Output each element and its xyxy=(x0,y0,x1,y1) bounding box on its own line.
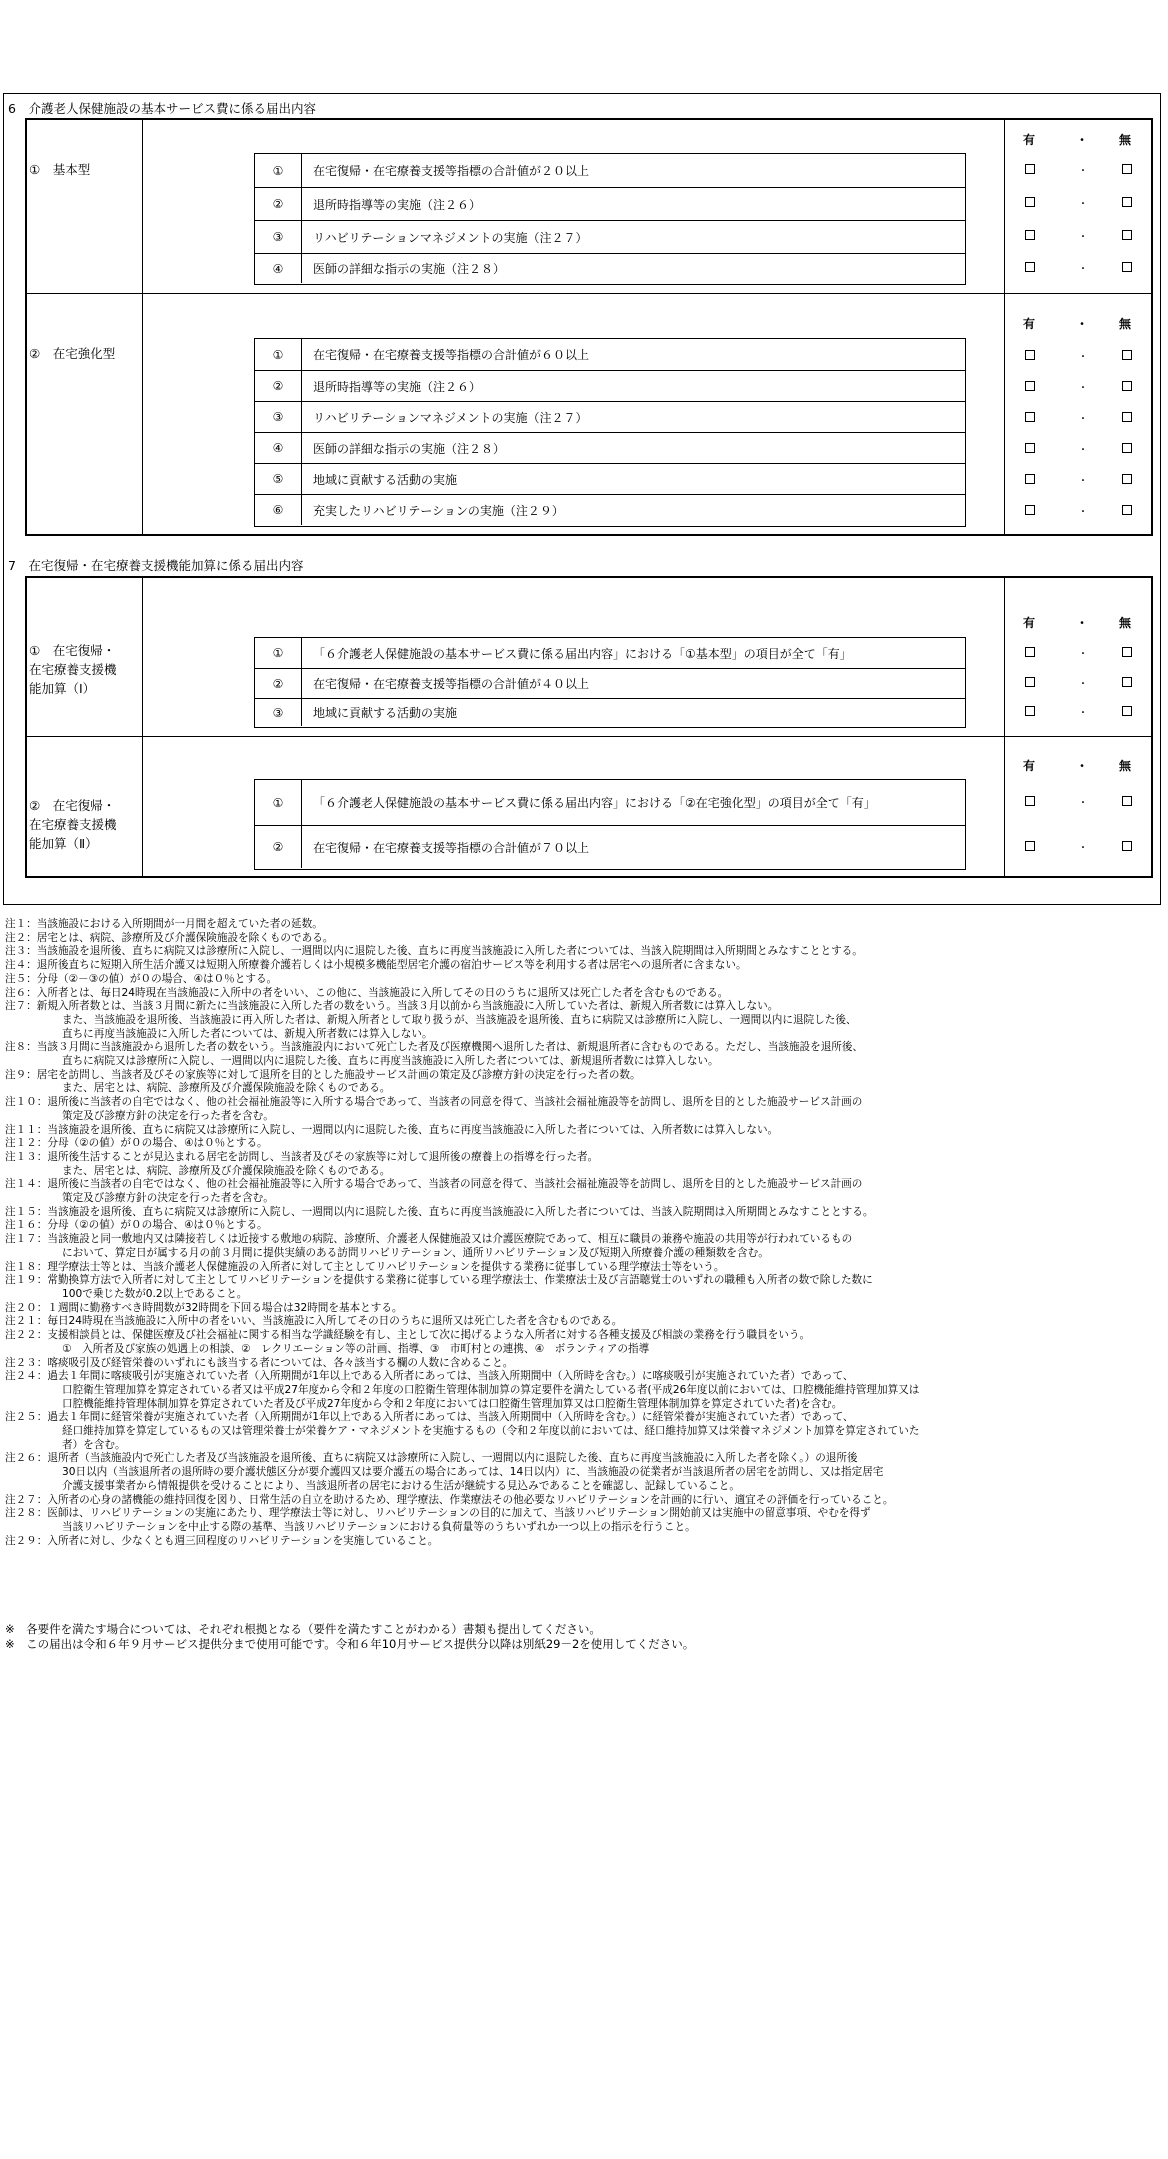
separator-dot: ・ xyxy=(1078,507,1088,518)
no-checkbox[interactable] xyxy=(1122,381,1132,391)
row-text: 退所時指導等の実施（注２６） xyxy=(313,197,482,212)
separator-dot: ・ xyxy=(1078,232,1088,243)
dot-header: ・ xyxy=(1076,317,1089,331)
yes-checkbox[interactable] xyxy=(1025,262,1035,272)
remarks xyxy=(5,1622,1155,1652)
note-line: 注１０：退所後に当該者の自宅ではなく、他の社会福祉施設等に入所する場合であって、当該者の同意を得て、当該社会福祉施設等を訪問し、退所を目的とした施設サービス計画の xyxy=(5,1096,863,1109)
no-checkbox[interactable] xyxy=(1122,262,1132,272)
label-line: ② 在宅復帰・ xyxy=(29,798,116,813)
no-checkbox[interactable] xyxy=(1122,841,1132,851)
kasan2-label xyxy=(29,796,117,853)
note-line: 注８：当該３月間に当該施設から退所した者の数をいう。当該施設内において死亡した者及び医療機関へ退所した者は、新規退所者に含むものである。ただし、当該施設を退所後、 xyxy=(5,1041,864,1054)
no-checkbox[interactable] xyxy=(1122,412,1132,422)
section-6-title: 6 介護老人保健施設の基本サービス費に係る届出内容 xyxy=(8,101,316,116)
note-line: 注６：入所者とは、毎日24時現在当該施設に入所中の者をいい、この他に、当該施設に入所してその日のうちに退所又は死亡した者を含むものである。 xyxy=(5,986,729,999)
row-text: 在宅復帰・在宅療養支援等指標の合計値が６０以上 xyxy=(313,348,590,362)
row-text: 医師の詳細な指示の実施（注２８） xyxy=(313,262,506,276)
no-header: 無 xyxy=(1119,759,1132,773)
kihon-label: ① 基本型 xyxy=(29,162,91,177)
note-line: 口腔衛生管理加算を算定されている者又は平成27年度から令和２年度の口腔衛生管理体制加算の算定要件を満たしている者(平成26年度以前においては、口腔機能維持管理加算又は xyxy=(62,1383,920,1396)
note-line: 直ちに病院又は診療所に入院し、一週間以内に退院した後、直ちに再度当該施設に入所した者については、新規退所者数には算入しない。 xyxy=(62,1055,719,1068)
label-line: 在宅療養支援機 xyxy=(29,817,117,832)
requirement-row xyxy=(255,154,965,187)
separator-dot: ・ xyxy=(1078,679,1088,690)
separator-dot: ・ xyxy=(1078,476,1088,487)
divider xyxy=(142,576,143,878)
notes xyxy=(5,918,1155,1548)
note-line: 注２３：喀痰吸引及び経管栄養のいずれにも該当する者については、各々該当する欄の人数に含めること。 xyxy=(5,1356,514,1369)
label-line: 在宅療養支援機 xyxy=(29,662,117,677)
no-checkbox[interactable] xyxy=(1122,505,1132,515)
label-line: 能加算（Ⅱ） xyxy=(29,836,98,851)
row-text: リハビリテーションマネジメントの実施（注２７） xyxy=(313,230,588,245)
kasan2-requirements xyxy=(254,779,966,870)
requirement-row xyxy=(255,780,965,825)
no-checkbox[interactable] xyxy=(1122,197,1132,207)
kasan1-requirements xyxy=(254,637,966,728)
row-number: ③ xyxy=(255,402,302,432)
note-line: 注５：分母（②－③の値）が０の場合、④は０％とする。 xyxy=(5,972,278,985)
divider xyxy=(25,736,1153,737)
note-line: 注２０：１週間に勤務すべき時間数が32時間を下回る場合は32時間を基本とする。 xyxy=(5,1301,403,1314)
yes-checkbox[interactable] xyxy=(1025,197,1035,207)
note-line: 注２５：過去１年間に経管栄養が実施されていた者（入所期間が1年以上である入所者にあっては、当該入所期間中（入所時を含む。）に経管栄養が実施されていた者）であって、 xyxy=(5,1411,854,1424)
yes-checkbox[interactable] xyxy=(1025,443,1035,453)
note-line: 注９：居宅を訪問し、当該者及びその家族等に対して退所を目的とした施設サービス計画の策定及び診療方針の決定を行った者の数。 xyxy=(5,1068,641,1081)
row-number: ⑤ xyxy=(255,464,302,494)
yes-checkbox[interactable] xyxy=(1025,677,1035,687)
note-line: 経口維持加算を算定しているもの又は管理栄養士が栄養ケア・マネジメントを実施するもの（令和２年度以前においては、経口維持加算又は栄養マネジメント加算を算定されていた xyxy=(62,1425,920,1438)
no-checkbox[interactable] xyxy=(1122,706,1132,716)
row-number: ① xyxy=(255,638,302,668)
note-line: 注１３：退所後生活することが見込まれる居宅を訪問し、当該者及びその家族等に対して退所後の療養上の指導を行った者。 xyxy=(5,1150,599,1163)
note-line: 注１２：分母（②の値）が０の場合、④は０％とする。 xyxy=(5,1137,268,1150)
note-line: 注１６：分母（②の値）が０の場合、④は０％とする。 xyxy=(5,1219,268,1232)
label-line: ① 在宅復帰・ xyxy=(29,643,116,658)
yes-header: 有 xyxy=(1023,616,1036,630)
row-text: 「６介護老人保健施設の基本サービス費に係る届出内容」における「②在宅強化型」の項目が全て「有」 xyxy=(313,796,876,810)
requirement-row xyxy=(255,339,965,370)
row-number: ② xyxy=(255,188,302,220)
note-line: 注１１：当該施設を退所後、直ちに病院又は診療所に入院し、一週間以内に退院した後、直ちに再度当該施設に入所した者については、入所者数には算入しない。 xyxy=(5,1123,779,1136)
note-line: ※ 各要件を満たす場合については、それぞれ根拠となる（要件を満たすことがわかる）書類も提出してください。 xyxy=(5,1622,601,1636)
row-number: ① xyxy=(255,154,302,187)
separator-dot: ・ xyxy=(1078,649,1088,660)
yes-header: 有 xyxy=(1023,317,1036,331)
row-text: 在宅復帰・在宅療養支援等指標の合計値が４０以上 xyxy=(313,677,590,691)
note-line: また、居宅とは、病院、診療所及び介護保険施設を除くものである。 xyxy=(62,1082,391,1095)
row-number: ③ xyxy=(255,221,302,253)
no-header: 無 xyxy=(1119,616,1132,630)
yes-checkbox[interactable] xyxy=(1025,164,1035,174)
row-text: 退所時指導等の実施（注２６） xyxy=(313,379,482,394)
note-line: また、居宅とは、病院、診療所及び介護保険施設を除くものである。 xyxy=(62,1164,391,1177)
yes-checkbox[interactable] xyxy=(1025,381,1035,391)
separator-dot: ・ xyxy=(1078,708,1088,719)
requirement-row xyxy=(255,220,965,253)
note-line: 100で乗じた数が0.2以上であること。 xyxy=(62,1287,248,1300)
row-text: 在宅復帰・在宅療養支援等指標の合計値が７０以上 xyxy=(313,840,590,855)
note-line: 注２２：支援相談員とは、保健医療及び社会福祉に関する相当な学識経験を有し、主として次に掲げるような入所者に対する各種支援及び相談の業務を行う職員をいう。 xyxy=(5,1329,811,1342)
note-line: 注１７：当該施設と同一敷地内又は隣接若しくは近接する敷地の病院、診療所、介護老人保健施設又は介護医療院であって、相互に職員の兼務や施設の共用等が行われているもの xyxy=(5,1233,853,1246)
no-checkbox[interactable] xyxy=(1122,443,1132,453)
dot-header: ・ xyxy=(1076,759,1089,773)
no-header: 無 xyxy=(1119,133,1132,147)
note-line: 者）を含む。 xyxy=(62,1438,126,1451)
yes-checkbox[interactable] xyxy=(1025,505,1035,515)
section-7-title: 7 在宅復帰・在宅療養支援機能加算に係る届出内容 xyxy=(8,558,304,573)
separator-dot: ・ xyxy=(1078,843,1088,854)
row-number: ④ xyxy=(255,254,302,283)
divider xyxy=(1004,576,1005,878)
no-checkbox[interactable] xyxy=(1122,796,1132,806)
note-line: 注１：当該施設における入所期間が一月間を超えていた者の延数。 xyxy=(5,918,323,930)
note-line: 策定及び診療方針の決定を行った者を含む。 xyxy=(62,1109,274,1122)
kasan1-label xyxy=(29,641,117,698)
row-number: ① xyxy=(255,780,302,825)
yes-checkbox[interactable] xyxy=(1025,706,1035,716)
note-line: 注１５：当該施設を退所後、直ちに病院又は診療所に入院し、一週間以内に退院した後、直ちに再度当該施設に入所した者については、当該入院期間は入所期間とみなすこととする。 xyxy=(5,1205,874,1218)
kihon-requirements xyxy=(254,153,966,285)
row-number: ④ xyxy=(255,433,302,463)
row-text: リハビリテーションマネジメントの実施（注２７） xyxy=(313,410,588,425)
note-line: 注２９：入所者に対し、少なくとも週三回程度のリハビリテーションを実施していること。 xyxy=(5,1534,439,1547)
note-line: 注１８：理学療法士等とは、当該介護老人保健施設の入所者に対して主としてリハビリテーションを提供する業務に従事している理学療法士等をいう。 xyxy=(5,1260,725,1273)
note-line: ※ この届出は令和６年９月サービス提供分まで使用可能です。令和６年10月サービス提供分以降は別紙29－2を使用してください。 xyxy=(5,1637,695,1651)
requirement-row xyxy=(255,668,965,698)
dot-header: ・ xyxy=(1076,133,1089,147)
requirement-row xyxy=(255,463,965,494)
note-line: 注２８：医師は、リハビリテーションの実施にあたり、理学療法士等に対し、リハビリテーションの目的に加えて、当該リハビリテーション開始前又は実施中の留意事項、やむを得ず xyxy=(5,1507,871,1520)
row-text: 地域に貢献する活動の実施 xyxy=(313,472,458,487)
no-checkbox[interactable] xyxy=(1122,350,1132,360)
row-text: 医師の詳細な指示の実施（注２８） xyxy=(313,441,506,456)
note-line: 注２６：退所者（当該施設内で死亡した者及び当該施設を退所後、直ちに病院又は診療所に入院し、一週間以内に退院した後、直ちに再度当該施設に入所した者を除く。）の退所後 xyxy=(5,1452,858,1465)
requirement-row xyxy=(255,825,965,868)
yes-header: 有 xyxy=(1023,133,1036,147)
row-text: 地域に貢献する活動の実施 xyxy=(313,706,458,720)
yes-header: 有 xyxy=(1023,759,1036,773)
note-line: 口腔機能維持管理体制加算を算定されていた者及び平成27年度から令和２年度においては口腔衛生管理加算又は口腔衛生管理体制加算を算定されていた者)を含む。 xyxy=(62,1397,843,1410)
note-line: 当該リハビリテーションを中止する際の基準、当該リハビリテーションにおける負荷量等のうちいずれか一つ以上の指示を行うこと。 xyxy=(62,1520,696,1533)
note-line: また、当該施設を退所後、当該施設に再入所した者は、新規入所者として取り扱うが、当該施設を退所後、直ちに病院又は診療所に入院し、一週間以内に退院した後、 xyxy=(62,1013,857,1026)
requirement-row xyxy=(255,638,965,668)
yes-checkbox[interactable] xyxy=(1025,796,1035,806)
no-checkbox[interactable] xyxy=(1122,230,1132,240)
note-line: 注２４：過去１年間に喀痰吸引が実施されていた者（入所期間が1年以上である入所者にあっては、当該入所期間中（入所時を含む。）に喀痰吸引が実施されていた者）であって、 xyxy=(5,1370,854,1383)
no-checkbox[interactable] xyxy=(1122,164,1132,174)
dot-header: ・ xyxy=(1076,616,1089,630)
requirement-row xyxy=(255,698,965,726)
requirement-row xyxy=(255,432,965,463)
yes-checkbox[interactable] xyxy=(1025,350,1035,360)
kyoka-label: ② 在宅強化型 xyxy=(29,346,116,361)
separator-dot: ・ xyxy=(1078,383,1088,394)
row-number: ③ xyxy=(255,699,302,726)
separator-dot: ・ xyxy=(1078,445,1088,456)
no-checkbox[interactable] xyxy=(1122,647,1132,657)
requirement-row xyxy=(255,253,965,283)
row-number: ① xyxy=(255,339,302,370)
note-line: 30日以内（当該退所者の退所時の要介護状態区分が要介護四又は要介護五の場合にあっては、14日以内）に、当該施設の従業者が当該退所者の居宅を訪問し、又は指定居宅 xyxy=(62,1466,884,1479)
note-line: 注２７：入所者の心身の諸機能の維持回復を図り、日常生活の自立を助けるため、理学療法、作業療法その他必要なリハビリテーションを計画的に行い、適宜その評価を行っていること。 xyxy=(5,1493,894,1506)
requirement-row xyxy=(255,187,965,220)
note-line: 注４：退所後直ちに短期入所生活介護又は短期入所療養介護若しくは小規模多機能型居宅介護の宿泊サービス等を利用する者は居宅への退所者に含まない。 xyxy=(5,959,747,972)
note-line: 直ちに再度当該施設に入所した者については、新規入所者数には算入しない。 xyxy=(62,1027,433,1040)
note-line: 注３：当該施設を退所後、直ちに病院又は診療所に入院し、一週間以内に退院した後、直ちに再度当該施設に入所した者については、当該入院期間は入所期間とみなすこととする。 xyxy=(5,945,863,958)
note-line: 注１９：常勤換算方法で入所者に対して主としてリハビリテーションを提供する業務に従事している理学療法士、作業療法士及び言語聴覚士のいずれの職種も入所者の数で除した数に xyxy=(5,1274,873,1287)
no-checkbox[interactable] xyxy=(1122,474,1132,484)
row-text: 充実したリハビリテーションの実施（注２９） xyxy=(313,503,564,518)
note-line: 注２：居宅とは、病院、診療所及び介護保険施設を除くものである。 xyxy=(5,931,334,944)
no-checkbox[interactable] xyxy=(1122,677,1132,687)
row-text: 在宅復帰・在宅療養支援等指標の合計値が２０以上 xyxy=(313,164,590,178)
divider xyxy=(142,118,143,536)
note-line: 介護支援事業者から情報提供を受けることにより、当該退所者の居宅における生活が継続する見込みであることを確認し、記録していること。 xyxy=(62,1479,740,1492)
separator-dot: ・ xyxy=(1078,414,1088,425)
yes-checkbox[interactable] xyxy=(1025,412,1035,422)
yes-checkbox[interactable] xyxy=(1025,647,1035,657)
separator-dot: ・ xyxy=(1078,798,1088,809)
row-text: 「６介護老人保健施設の基本サービス費に係る届出内容」における「①基本型」の項目が全て「有」 xyxy=(313,646,852,661)
divider xyxy=(1004,118,1005,536)
requirement-row xyxy=(255,494,965,525)
separator-dot: ・ xyxy=(1078,264,1088,275)
row-number: ② xyxy=(255,371,302,401)
row-number: ② xyxy=(255,669,302,698)
no-header: 無 xyxy=(1119,317,1132,331)
separator-dot: ・ xyxy=(1078,166,1088,177)
kyoka-requirements xyxy=(254,338,966,527)
separator-dot: ・ xyxy=(1078,352,1088,363)
yes-checkbox[interactable] xyxy=(1025,841,1035,851)
divider xyxy=(25,293,1153,294)
note-line: において、算定日が属する月の前３月間に提供実績のある訪問リハビリテーション、通所リハビリテーション及び短期入所療養介護の種類数を含む。 xyxy=(62,1246,769,1259)
row-number: ⑥ xyxy=(255,495,302,525)
row-number: ② xyxy=(255,826,302,868)
note-line: ① 入所者及び家族の処遇上の相談、② レクリエーション等の計画、指導、③ 市町村との連携、④ ボランティアの指導 xyxy=(62,1342,650,1355)
yes-checkbox[interactable] xyxy=(1025,474,1035,484)
note-line: 策定及び診療方針の決定を行った者を含む。 xyxy=(62,1192,274,1205)
note-line: 注２１：毎日24時現在当該施設に入所中の者をいい、当該施設に入所してその日のうちに退所又は死亡した者を含むものである。 xyxy=(5,1315,623,1328)
separator-dot: ・ xyxy=(1078,199,1088,210)
note-line: 注１４：退所後に当該者の自宅ではなく、他の社会福祉施設等に入所する場合であって、当該者の同意を得て、当該社会福祉施設等を訪問し、退所を目的とした施設サービス計画の xyxy=(5,1178,863,1191)
yes-checkbox[interactable] xyxy=(1025,230,1035,240)
note-line: 注７：新規入所者数とは、当該３月間に新たに当該施設に入所した者の数をいう。当該３月以前から当該施設に入所していた者は、新規入所者数には算入しない。 xyxy=(5,1000,779,1013)
requirement-row xyxy=(255,401,965,432)
label-line: 能加算（Ⅰ） xyxy=(29,681,96,696)
requirement-row xyxy=(255,370,965,401)
